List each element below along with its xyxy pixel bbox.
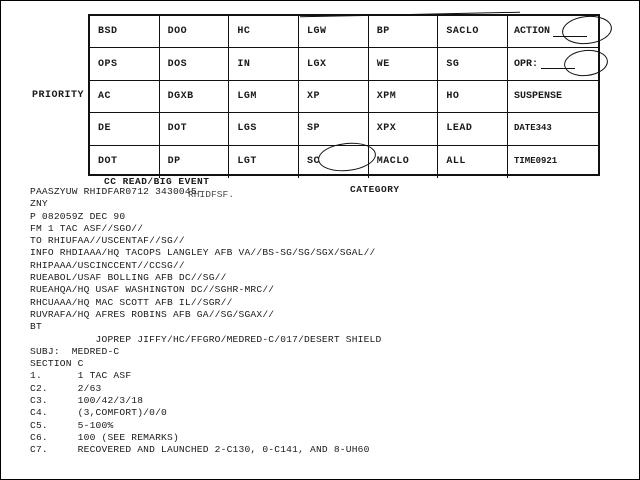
routing-cell-xpm[interactable]: XPM — [369, 81, 439, 112]
opr-label: OPR: — [514, 58, 539, 70]
date-field[interactable] — [508, 113, 598, 145]
message-line-20: C7. RECOVERED AND LAUNCHED 2-C130, 0-C141, AND 8-UH60 — [30, 444, 370, 456]
routing-cell-lgs[interactable]: LGS — [229, 113, 299, 144]
routing-cell-dgxb[interactable]: DGXB — [160, 81, 230, 112]
routing-slip-right-column — [508, 14, 600, 176]
category-label: CATEGORY — [350, 184, 400, 195]
date-value: 343 — [535, 123, 552, 134]
routing-cell-sp[interactable]: SP — [299, 113, 369, 144]
routing-cell-ops[interactable]: OPS — [90, 48, 160, 79]
message-line-15: C2. 2/63 — [30, 382, 102, 394]
message-header: PAASZYUW RHIDFAR0712 3430045- — [30, 186, 203, 197]
routing-cell-sg[interactable]: SG — [438, 48, 508, 79]
routing-cell-lgw[interactable]: LGW — [299, 16, 369, 47]
action-blank-line — [553, 27, 587, 37]
action-field[interactable] — [508, 16, 598, 48]
time-value: 0921 — [535, 156, 558, 167]
routing-cell-we[interactable]: WE — [369, 48, 439, 79]
suspense-label: SUSPENSE — [514, 90, 563, 102]
message-line-16: C3. 100/42/3/18 — [30, 395, 144, 407]
routing-cell-lgm[interactable]: LGM — [229, 81, 299, 112]
cc-read-big-event-label: CC READ/BIG EVENT — [104, 176, 210, 187]
message-line-11: JOPREP JIFFY/HC/FFGRO/MEDRED-C/017/DESERT SHIELD — [30, 333, 382, 345]
routing-cell-xpx[interactable]: XPX — [369, 113, 439, 144]
routing-cell-in[interactable]: IN — [229, 48, 299, 79]
message-overstrike-line: RHIDFSF. — [188, 189, 235, 200]
routing-cell-maclo[interactable]: MACLO — [369, 146, 439, 178]
routing-cell-bsd[interactable]: BSD — [90, 16, 160, 47]
message-line-18: C5. 5-100% — [30, 419, 114, 431]
message-body — [30, 186, 630, 457]
table-row — [90, 146, 508, 178]
priority-label: PRIORITY — [32, 90, 85, 101]
routing-cell-dot2[interactable]: DOT — [160, 113, 230, 144]
routing-cell-xp[interactable]: XP — [299, 81, 369, 112]
routing-cell-all[interactable]: ALL — [438, 146, 508, 178]
message-line-19: C6. 100 (SEE REMARKS) — [30, 431, 179, 443]
opr-blank-line — [541, 59, 575, 69]
routing-cell-ho[interactable]: HO — [438, 81, 508, 112]
routing-cell-dos[interactable]: DOS — [160, 48, 230, 79]
message-line-5: RHIPAAA/USCINCCENT//CCSG// — [30, 259, 185, 271]
routing-cell-de[interactable]: DE — [90, 113, 160, 144]
date-label: DATE — [514, 123, 536, 134]
message-line-7: RUEAHQA/HQ USAF WASHINGTON DC//SGHR-MRC// — [30, 284, 275, 296]
message-line-14: 1. 1 TAC ASF — [30, 370, 132, 382]
table-row — [90, 81, 508, 113]
table-row — [90, 48, 508, 80]
time-label: TIME — [514, 156, 536, 167]
message-line-17: C4. (3,COMFORT)/0/0 — [30, 407, 168, 419]
message-line-8: RHCUAAA/HQ MAC SCOTT AFB IL//SGR// — [30, 296, 233, 308]
routing-cell-ac[interactable]: AC — [90, 81, 160, 112]
action-label: ACTION — [514, 26, 551, 38]
message-line-2: FM 1 TAC ASF//SGO// — [30, 222, 144, 234]
routing-cell-lead[interactable]: LEAD — [438, 113, 508, 144]
message-line-10: BT — [30, 321, 42, 333]
message-line-0: ZNY — [30, 198, 48, 210]
routing-cell-lgt[interactable]: LGT — [229, 146, 299, 178]
routing-cell-dot[interactable]: DOT — [90, 146, 160, 178]
time-field[interactable] — [508, 146, 598, 178]
routing-cell-doo[interactable]: DOO — [160, 16, 230, 47]
routing-cell-lgx[interactable]: LGX — [299, 48, 369, 79]
routing-cell-bp[interactable]: BP — [369, 16, 439, 47]
routing-cell-dp[interactable]: DP — [160, 146, 230, 178]
table-row — [90, 16, 508, 48]
message-line-4: INFO RHDIAAA/HQ TACOPS LANGLEY AFB VA//BS-SG/SG/SGX/SGAL// — [30, 247, 376, 259]
routing-cell-hc[interactable]: HC — [229, 16, 299, 47]
message-line-6: RUEABOL/USAF BOLLING AFB DC//SG// — [30, 272, 227, 284]
message-line-3: TO RHIUFAA//USCENTAF//SG// — [30, 235, 185, 247]
opr-field[interactable] — [508, 48, 598, 80]
message-line-12: SUBJ: MEDRED-C — [30, 345, 120, 357]
table-row — [90, 113, 508, 145]
suspense-field[interactable] — [508, 81, 598, 113]
message-line-13: SECTION C — [30, 358, 84, 370]
message-line-9: RUVRAFA/HQ AFRES ROBINS AFB GA//SG/SGAX// — [30, 308, 275, 320]
routing-cell-sc[interactable]: SC — [299, 146, 369, 178]
message-line-1: P 082059Z DEC 90 — [30, 210, 126, 222]
routing-slip-grid — [88, 14, 508, 176]
routing-cell-saclo[interactable]: SACLO — [438, 16, 508, 47]
